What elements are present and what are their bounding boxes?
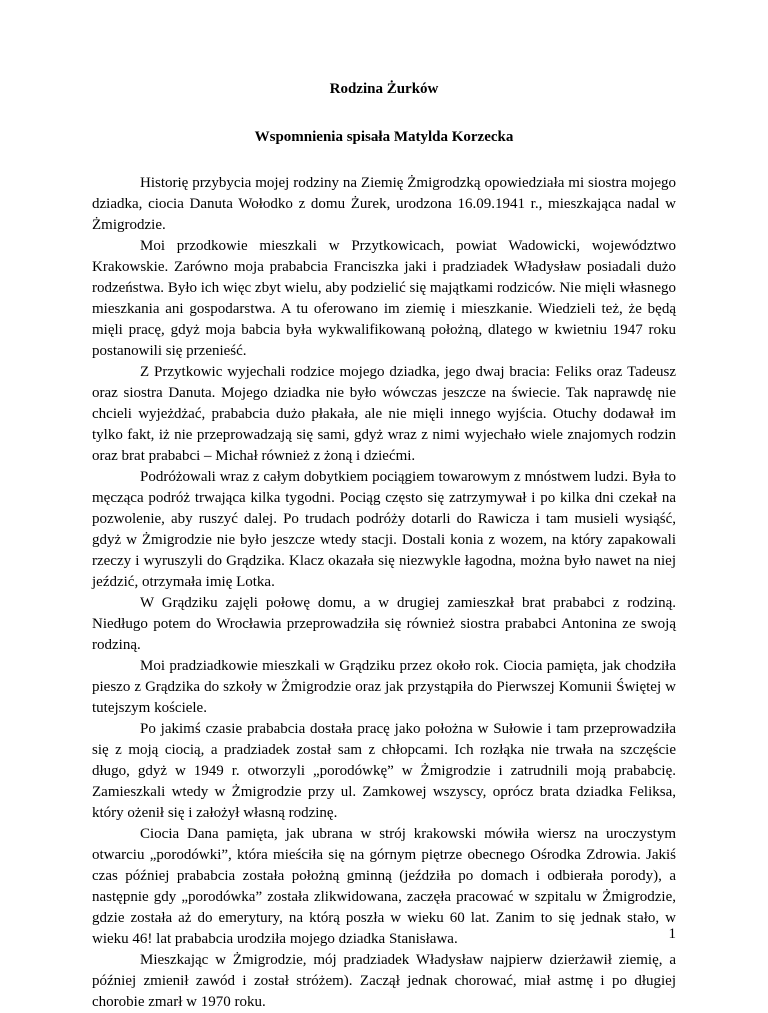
document-body [92, 173, 676, 1013]
document-subtitle: Wspomnienia spisała Matylda Korzecka [254, 129, 514, 145]
paragraph-7: Po jakimś czasie prababcia dostała pracę jako położna w Sułowie i tam przeprowadziła się z moją ciocią, a pradziadek został sam z chłopcami. Ich rozłąka nie trwała na szczęście długo, gdyż w 1949 r. otworzyli „porodówkę” w Żmigrodzie i zatrudnili moją prababcię. Zamieszkali wtedy w Żmigrodzie przy ul. Zamkowej wszyscy, oprócz brata dziadka Feliksa, który ożenił się i założył własną rodzinę. [92, 721, 676, 821]
paragraph-5: W Grądziku zajęli połowę domu, a w drugiej zamieszkał brat prababci z rodziną. Niedługo potem do Wrocławia przeprowadziła się również siostra prababci Antonina ze swoją rodziną. [92, 595, 676, 653]
paragraph-2: Moi przodkowie mieszkali w Przytkowicach, powiat Wadowicki, województwo Krakowskie. Zarówno moja prababcia Franciszka jaki i pradziadek Władysław posiadali dużo rodzeństwa. Było ich więc zbyt wielu, aby podzielić się majątkami rodziców. Nie mięli własnego mieszkania ani gospodarstwa. A tu oferowano im ziemię i mieszkanie. Wiedzieli też, że będą mięli pracę, gdyż moja babcia była wykwalifikowaną położną, dlatego w kwietniu 1947 roku postanowili się przenieść. [92, 238, 676, 359]
page-number: 1 [668, 926, 676, 942]
document-title: Rodzina Żurków [329, 81, 439, 97]
paragraph-6: Moi pradziadkowie mieszkali w Grądziku przez około rok. Ciocia pamięta, jak chodziła pieszo z Grądzika do szkoły w Żmigrodzie oraz jak przystąpiła do Pierwszej Komunii Świętej w tutejszym kościele. [92, 658, 676, 716]
paragraph-8: Ciocia Dana pamięta, jak ubrana w strój krakowski mówiła wiersz na uroczystym otwarciu „porodówki”, która mieściła się na górnym piętrze obecnego Ośrodka Zdrowia. Jakiś czas później prababcia została położną gminną (jeździła po domach i odbierała porody), a następnie gdy „porodówka” została zlikwidowana, zaczęła pracować w szpitalu w Żmigrodzie, gdzie została aż do emerytury, na którą poszła w wieku 60 lat. Zanim to się jednak stało, w wieku 46! lat prababcia urodziła mojego dziadka Stanisława. [92, 826, 676, 947]
paragraph-1: Historię przybycia mojej rodziny na Ziemię Żmigrodzką opowiedziała mi siostra mojego dziadka, ciocia Danuta Wołodko z domu Żurek, urodzona 16.09.1941 r., mieszkająca nadal w Żmigrodzie. [92, 175, 676, 233]
paragraph-4: Podróżowali wraz z całym dobytkiem pociągiem towarowym z mnóstwem ludzi. Była to męcząca podróż trwająca kilka tygodni. Pociąg często się zatrzymywał i po kilka dni czekał na pozwolenie, aby ruszyć dalej. Po trudach podróży dotarli do Rawicza i tam musieli wysiąść, gdyż w Żmigrodzie nie było jeszcze wtedy stacji. Dostali konia z wozem, na który zapakowali rzeczy i wyruszyli do Grądzika. Klacz okazała się niezwykle łagodna, można było nawet na niej jeździć, otrzymała imię Lotka. [92, 469, 676, 590]
paragraph-9: Mieszkając w Żmigrodzie, mój pradziadek Władysław najpierw dzierżawił ziemię, a później zmienił zawód i został stróżem). Zaczął jednak chorować, miał astmę i po długiej chorobie zmarł w 1970 roku. [92, 952, 676, 1010]
paragraph-3: Z Przytkowic wyjechali rodzice mojego dziadka, jego dwaj bracia: Feliks oraz Tadeusz oraz siostra Danuta. Mojego dziadka nie było wówczas jeszcze na świecie. Tak naprawdę nie chcieli wyjeżdżać, prababcia dużo płakała, ale nie mięli innego wyjścia. Otuchy dodawał im tylko fakt, iż nie przeprowadzają się sami, gdyż wraz z nimi wyjechało wiele znajomych rodzin oraz brat prababci – Michał również z żoną i dziećmi. [92, 364, 676, 464]
